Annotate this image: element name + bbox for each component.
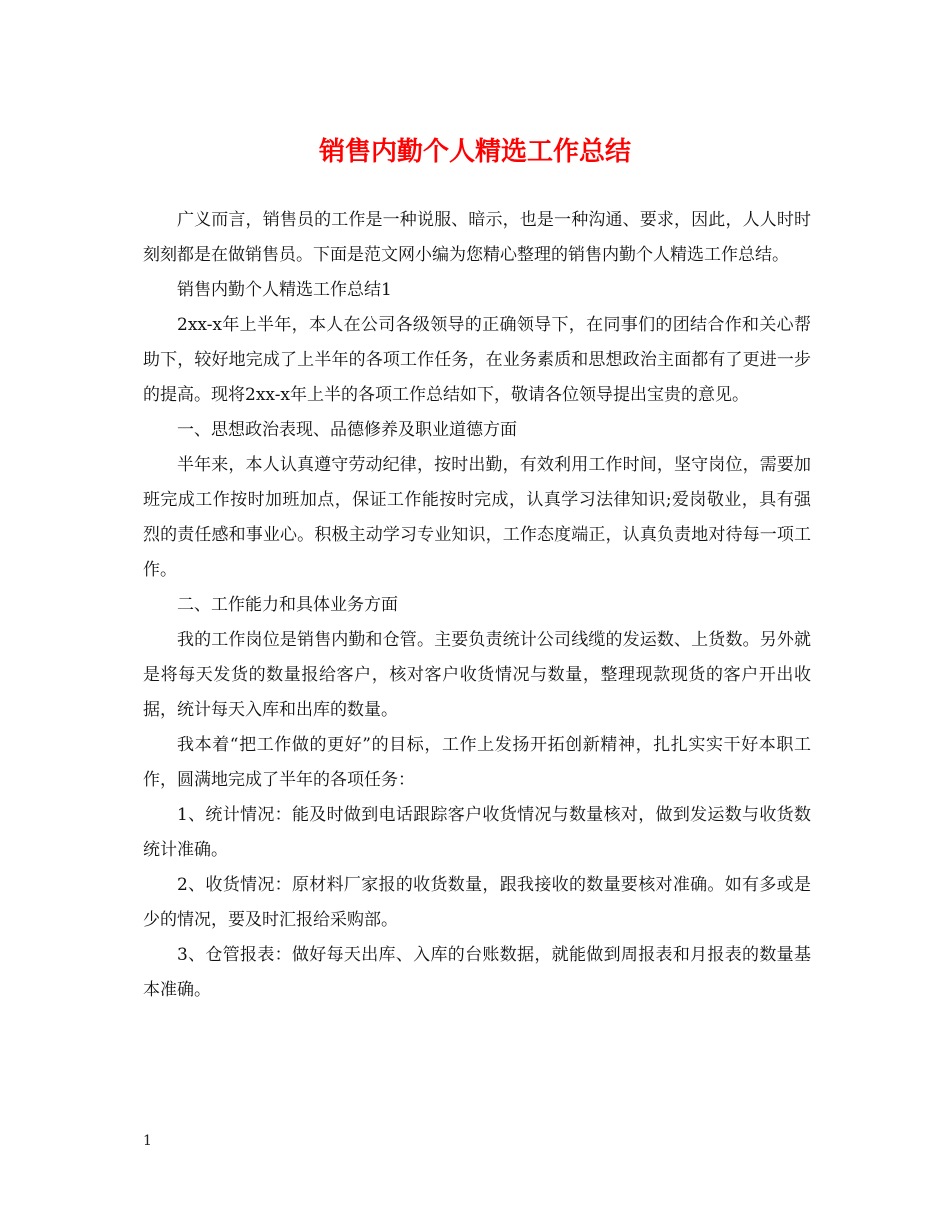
document-body bbox=[143, 203, 811, 1008]
section-heading-political: 一、思想政治表现、品德修养及职业道德方面 bbox=[177, 420, 517, 440]
list-item-statistics: 1、统计情况：能及时做到电话跟踪客户收货情况与数量核对，做到发运数与收货数统计准确。 bbox=[143, 805, 811, 860]
paragraph-goal: 我本着“把工作做的更好”的目标，工作上发扬开拓创新精神，扎扎实实干好本职工作，圆满地完成了半年的各项任务： bbox=[143, 735, 811, 790]
paragraph-political: 半年来，本人认真遵守劳动纪律，按时出勤，有效利用工作时间，坚守岗位，需要加班完成工作按时加班加点，保证工作能按时完成，认真学习法律知识;爱岗敬业，具有强烈的责任感和事业心。积极主动学习专业知识，工作态度端正，认真负责地对待每一项工作。 bbox=[143, 455, 811, 580]
page-number: 1 bbox=[143, 1133, 152, 1149]
paragraph-intro: 广义而言，销售员的工作是一种说服、暗示，也是一种沟通、要求，因此，人人时时刻刻都是在做销售员。下面是范文网小编为您精心整理的销售内勤个人精选工作总结。 bbox=[143, 210, 811, 265]
section-heading-work-ability: 二、工作能力和具体业务方面 bbox=[177, 595, 398, 615]
paragraph-job-duties: 我的工作岗位是销售内勤和仓管。主要负责统计公司线缆的发运数、上货数。另外就是将每天发货的数量报给客户，核对客户收货情况与数量，整理现款现货的客户开出收据，统计每天入库和出库的数量。 bbox=[143, 630, 811, 720]
paragraph-overview: 2xx-x年上半年，本人在公司各级领导的正确领导下，在同事们的团结合作和关心帮助下，较好地完成了上半年的各项工作任务，在业务素质和思想政治主面都有了更进一步的提高。现将2xx-x年上半的各项工作总结如下，敬请各位领导提出宝贵的意见。 bbox=[143, 315, 811, 405]
list-item-receiving: 2、收货情况：原材料厂家报的收货数量，跟我接收的数量要核对准确。如有多或是少的情况，要及时汇报给采购部。 bbox=[143, 875, 811, 930]
document-title: 销售内勤个人精选工作总结 bbox=[318, 137, 631, 167]
section-heading-summary-1: 销售内勤个人精选工作总结1 bbox=[177, 280, 392, 300]
list-item-warehouse-reports: 3、仓管报表：做好每天出库、入库的台账数据，就能做到周报表和月报表的数量基本准确。 bbox=[143, 945, 811, 1000]
